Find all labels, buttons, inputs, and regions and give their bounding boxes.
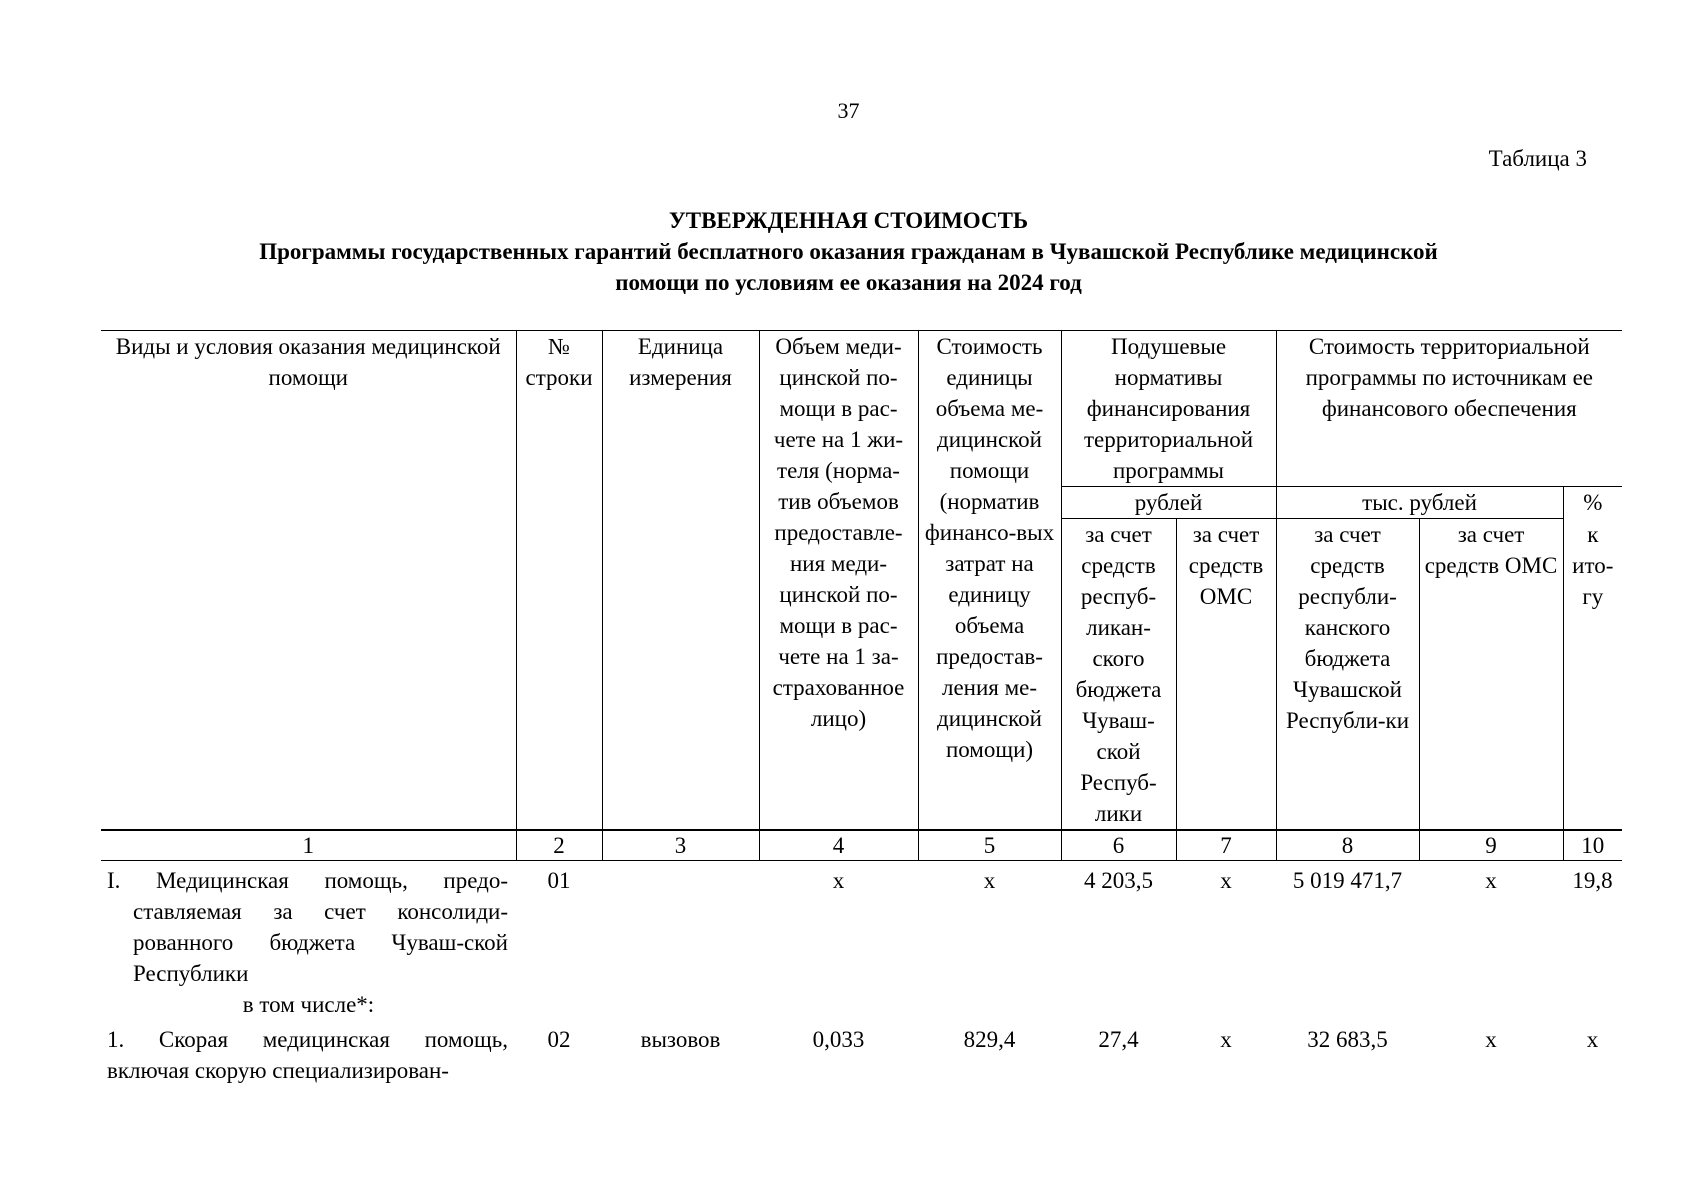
row-per-capita-budget: 4 203,5 (1084, 868, 1153, 893)
row-line-number: 01 (547, 868, 571, 893)
row-line-number: 02 (547, 1027, 571, 1052)
table-label: Таблица 3 (1488, 146, 1587, 171)
header-cost-oms: за счет средств ОМС (1419, 519, 1563, 831)
page-number: 37 (837, 98, 860, 123)
column-number: 6 (1061, 830, 1176, 861)
header-kinds-of-care: Виды и условия оказания медицинской помощи (101, 331, 516, 831)
header-unit-percent: % (1563, 487, 1622, 519)
row-per-capita-budget: 27,4 (1098, 1027, 1139, 1052)
row-percent: х (1586, 1027, 1599, 1052)
header-unit: Единица измерения (602, 331, 759, 831)
table-row (101, 989, 1622, 1020)
row-description: I. Медицинская помощь, предо-ставляемая за счет консолиди-рованного бюджета Чуваш-ской Республики (107, 868, 508, 986)
table-row (101, 861, 1622, 990)
header-line-number: № строки (516, 331, 602, 831)
header-cost-budget: за счет средств республи-канского бюджета Чувашской Республи-ки (1276, 519, 1419, 831)
header-per-capita-oms: за счет средств ОМС (1176, 519, 1276, 831)
row-unit (602, 861, 759, 990)
table-row (101, 1020, 1622, 1086)
header-per-capita-budget: за счет средств респуб-ликан-ского бюджета Чуваш-ской Респуб-лики (1061, 519, 1176, 831)
column-number: 9 (1419, 830, 1563, 861)
header-unit-rubles: рублей (1061, 487, 1276, 519)
header-unit-cost: Стоимость единицы объема ме-дицинской помощи (норматив финансо-вых затрат на единицу объема предостав-ления ме-дицинской помощи) (918, 331, 1061, 831)
row-percent: 19,8 (1572, 868, 1613, 893)
cost-table (101, 330, 1622, 1086)
row-cost-budget: 5 019 471,7 (1292, 868, 1403, 893)
header-per-capita-group: Подушевые нормативы финансирования территориальной программы (1061, 331, 1276, 487)
row-cost-budget: 32 683,5 (1307, 1027, 1388, 1052)
column-number: 5 (918, 830, 1061, 861)
column-number: 7 (1176, 830, 1276, 861)
header-unit-thousand-rubles: тыс. рублей (1276, 487, 1563, 519)
row-cost-oms: х (1485, 868, 1497, 893)
column-number: 3 (602, 830, 759, 861)
title-main: УТВЕРЖДЕННАЯ СТОИМОСТЬ (668, 208, 1029, 233)
row-empty (516, 989, 1622, 1020)
column-number: 10 (1563, 830, 1622, 861)
row-unit: вызовов (640, 1027, 721, 1052)
row-unit-cost: х (983, 868, 996, 893)
column-number: 1 (101, 830, 516, 861)
column-number: 4 (759, 830, 918, 861)
subtitle-line-1: Программы государственных гарантий бесплатного оказания гражданам в Чувашской Республике медицинской (259, 239, 1438, 264)
row-description: 1. Скорая медицинская помощь, включая скорую специализирован- (107, 1027, 508, 1083)
header-percent-of-total: к ито-гу (1563, 519, 1622, 831)
row-note: в том числе*: (242, 992, 375, 1017)
row-per-capita-oms: х (1220, 868, 1232, 893)
row-per-capita-oms: х (1220, 1027, 1232, 1052)
row-volume: х (832, 868, 845, 893)
header-program-cost-group: Стоимость территориальной программы по источникам ее финансового обеспечения (1276, 331, 1622, 487)
row-cost-oms: х (1485, 1027, 1497, 1052)
column-number: 2 (516, 830, 602, 861)
header-volume: Объем меди-цинской по-мощи в рас-чете на 1 жи-теля (норма-тив объемов предоставле-ния меди-цинской по-мощи в рас-чете на 1 за-страхованное лицо) (759, 331, 918, 831)
row-volume: 0,033 (812, 1027, 865, 1052)
column-number: 8 (1276, 830, 1419, 861)
subtitle-line-2: помощи по условиям ее оказания на 2024 год (615, 270, 1082, 295)
document-title (100, 205, 1597, 298)
row-unit-cost: 829,4 (963, 1027, 1016, 1052)
